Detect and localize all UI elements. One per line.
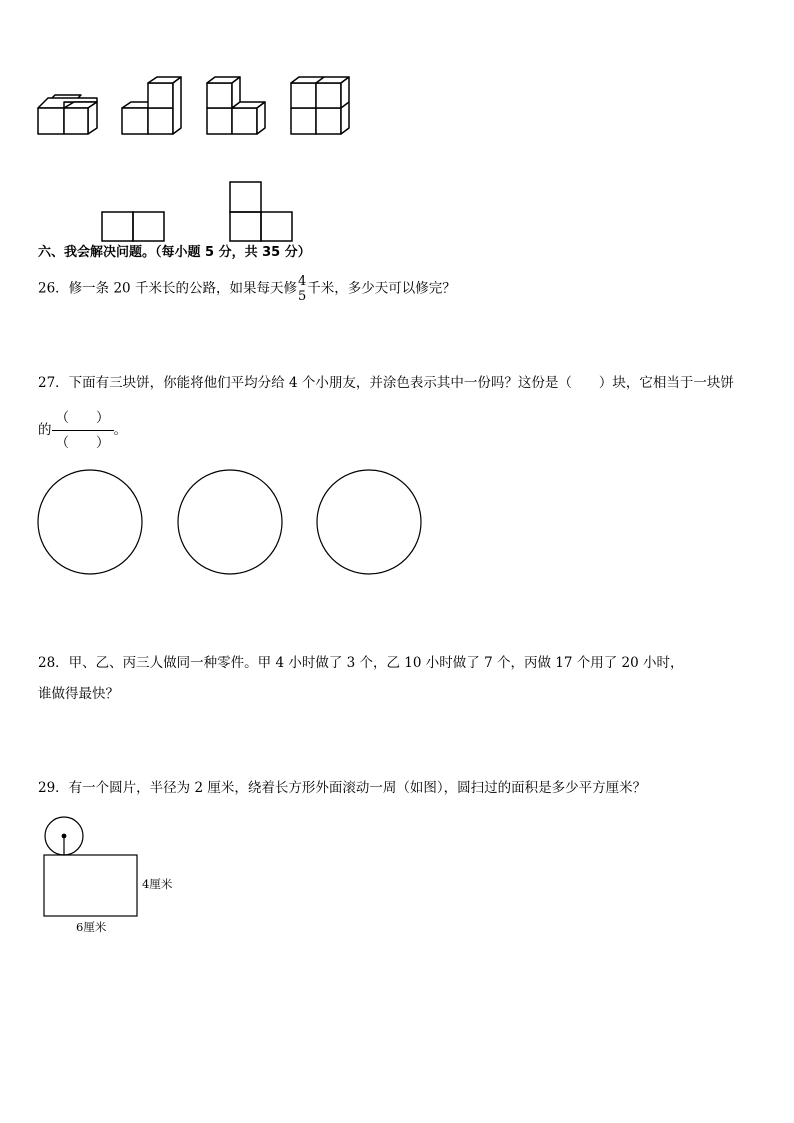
q27-fraction-denominator: （ ） (55, 435, 110, 451)
question-28-line1: 28．甲、乙、丙三人做同一种零件。甲 4 小时做了 3 个，乙 10 小时做了 7 个，丙做 17 个用了 20 小时， (38, 655, 684, 671)
q26-fraction-numerator: 4 (297, 274, 307, 289)
question-27-line1: 27．下面有三块饼，你能将他们平均分给 4 个小朋友，并涂色表示其中一份吗？这份是（ ）块，它相当于一块饼 (38, 375, 734, 391)
q26-fraction-denominator: 5 (297, 289, 307, 304)
q27-fraction-numerator: （ ） (52, 408, 114, 431)
section-6-title: 六、我会解决问题。（每小题 5 分，共 35 分） (38, 245, 311, 260)
rectangle-width-label: 6厘米 (76, 920, 107, 934)
rectangle-height-label: 4厘米 (142, 877, 173, 891)
q26-prefix: 26．修一条 20 千米长的公路，如果每天修 (38, 280, 297, 297)
q27-line2-prefix: 的 (38, 422, 52, 438)
question-28-line2: 谁做得最快？ (38, 686, 119, 702)
q27-line2-suffix: 。 (113, 422, 127, 438)
rectangle (44, 855, 137, 916)
question-29: 29．有一个圆片，半径为 2 厘米，绕着长方形外面滚动一周（如图），圆扫过的面积是多少平方厘米？ (38, 780, 647, 796)
q26-suffix: 千米，多少天可以修完？ (307, 280, 456, 297)
